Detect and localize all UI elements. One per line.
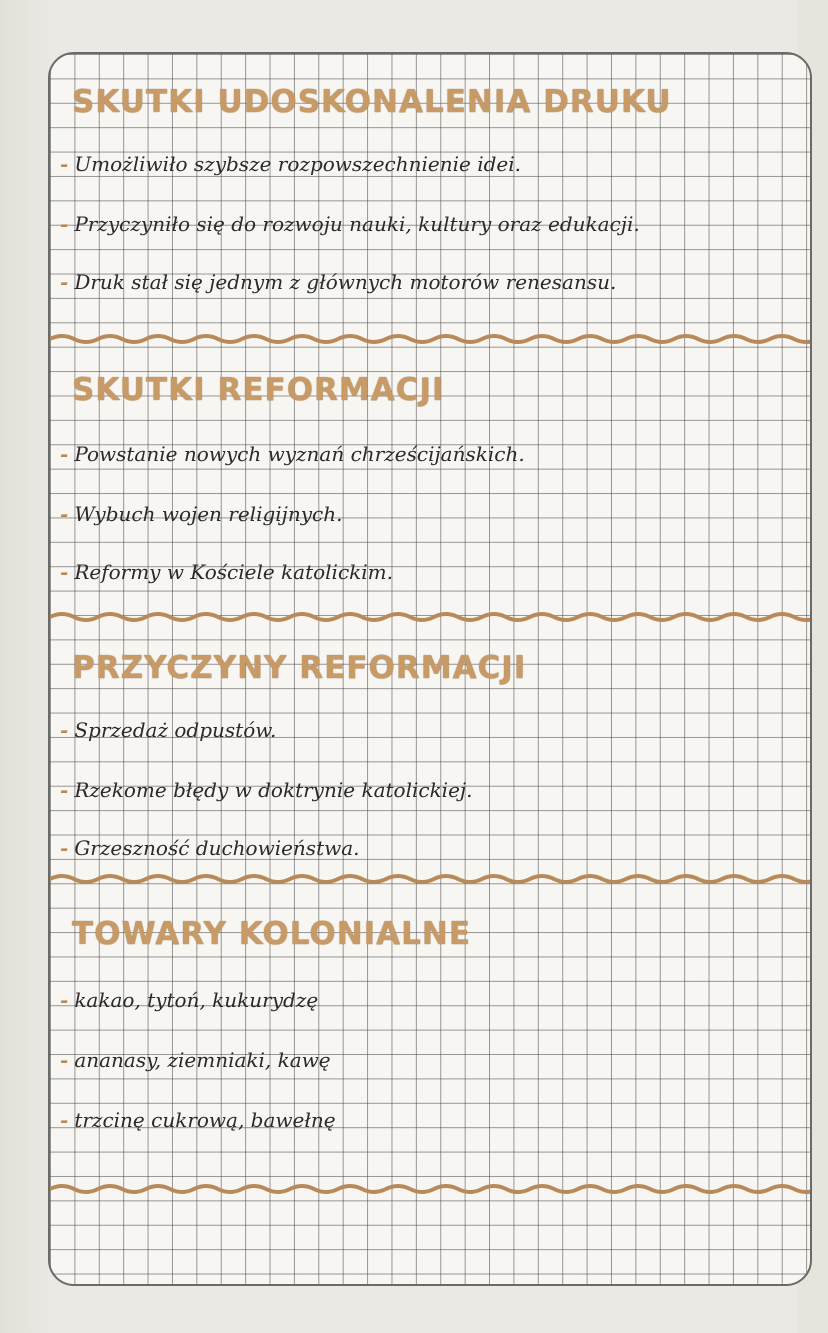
bullet-dash: - <box>60 1108 69 1132</box>
section-reformation-causes <box>50 650 810 890</box>
item-text: Umożliwiło szybsze rozpowszechnienie idei. <box>74 152 521 176</box>
bullet-dash: - <box>60 778 69 802</box>
list-item <box>60 560 393 584</box>
list-item <box>60 152 521 176</box>
section-heading: PRZYCZYNY REFORMACJI <box>72 650 527 686</box>
bullet-dash: - <box>60 212 69 236</box>
bullet-dash: - <box>60 988 69 1012</box>
list-item <box>60 778 472 802</box>
item-text: Powstanie nowych wyznań chrześcijańskich. <box>74 442 525 466</box>
list-item <box>60 1108 336 1132</box>
bullet-dash: - <box>60 270 69 294</box>
list-item <box>60 836 360 860</box>
bullet-dash: - <box>60 1048 69 1072</box>
bullet-dash: - <box>60 836 69 860</box>
bullet-dash: - <box>60 502 69 526</box>
section-heading: SKUTKI UDOSKONALENIA DRUKU <box>72 84 672 120</box>
item-text: kakao, tytoń, kukurydzę <box>74 988 319 1012</box>
grid-paper-sheet <box>48 52 812 1286</box>
list-item <box>60 1048 331 1072</box>
section-heading: SKUTKI REFORMACJI <box>72 372 445 408</box>
list-item <box>60 988 318 1012</box>
item-text: Przyczyniło się do rozwoju nauki, kultury oraz edukacji. <box>74 212 640 236</box>
previous-page-edge <box>0 0 50 1333</box>
section-colonial-goods <box>50 916 810 1176</box>
wavy-divider <box>50 872 812 886</box>
section-printing-effects <box>50 84 810 354</box>
list-item <box>60 502 343 526</box>
item-text: Reformy w Kościele katolickim. <box>74 560 393 584</box>
wavy-divider <box>50 1182 812 1196</box>
list-item <box>60 718 276 742</box>
list-item <box>60 212 640 236</box>
section-reformation-effects <box>50 372 810 622</box>
bullet-dash: - <box>60 442 69 466</box>
item-text: Druk stał się jednym z głównych motorów renesansu. <box>74 270 617 294</box>
item-text: trzcinę cukrową, bawełnę <box>74 1108 336 1132</box>
bullet-dash: - <box>60 718 69 742</box>
item-text: Grzeszność duchowieństwa. <box>74 836 360 860</box>
item-text: ananasy, ziemniaki, kawę <box>74 1048 331 1072</box>
section-heading: TOWARY KOLONIALNE <box>72 916 472 952</box>
wavy-divider <box>50 610 812 624</box>
bullet-dash: - <box>60 560 69 584</box>
list-item <box>60 442 525 466</box>
list-item <box>60 270 616 294</box>
item-text: Sprzedaż odpustów. <box>74 718 277 742</box>
bullet-dash: - <box>60 152 69 176</box>
item-text: Rzekome błędy w doktrynie katolickiej. <box>74 778 473 802</box>
item-text: Wybuch wojen religijnych. <box>74 502 343 526</box>
wavy-divider <box>50 332 812 346</box>
